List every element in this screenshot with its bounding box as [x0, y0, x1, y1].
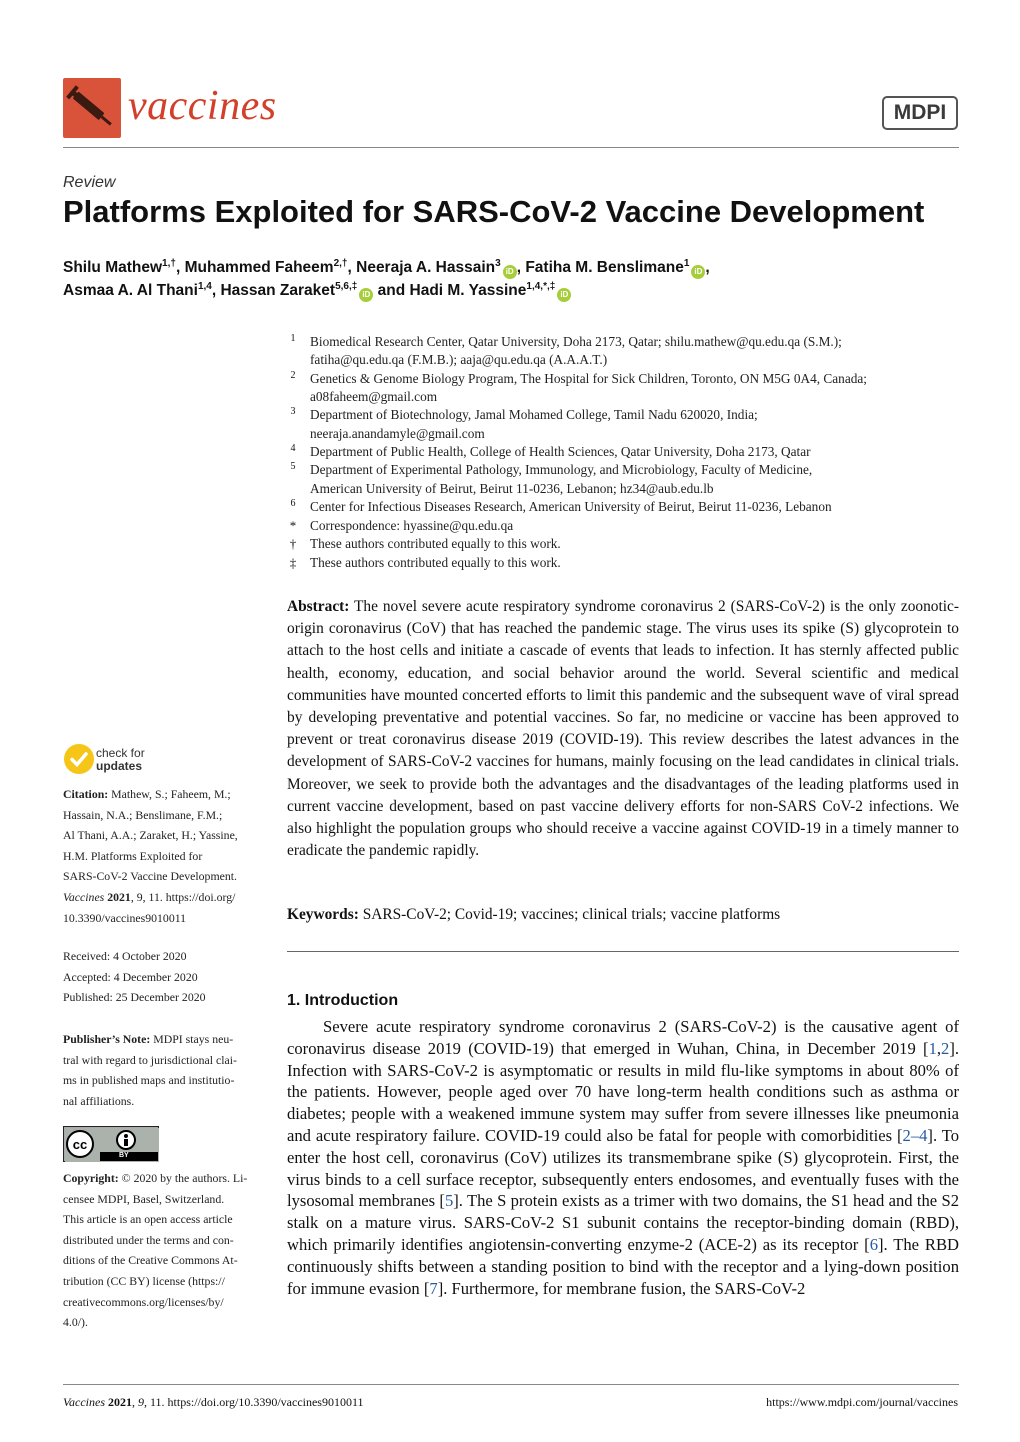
- author-name[interactable]: Asmaa A. Al Thani: [63, 282, 198, 300]
- affiliation-mark: 2: [290, 370, 296, 381]
- author-sup: 2,†: [333, 258, 348, 269]
- published-date: Published: 25 December 2020: [63, 990, 206, 1005]
- publisher-note-line: ms in published maps and institutio-: [63, 1073, 235, 1088]
- author-name[interactable]: Hadi M. Yassine: [409, 282, 527, 300]
- copyright-line: tribution (CC BY) license (https://: [63, 1273, 225, 1288]
- author-line-2: Asmaa A. Al Thani$^{1,4}$, Hassan Zaraket$^{5,6,\ddagger}$iD and Hadi M. Yassine$^{1,4,*,\ddagger}$iD: [63, 281, 571, 302]
- intro-text: ,: [936, 1038, 942, 1058]
- affiliation-text: Correspondence: hyassine@qu.edu.qa: [310, 518, 514, 533]
- copyright-line: distributed under the terms and con-: [63, 1232, 234, 1247]
- check-for-updates-button[interactable]: [63, 743, 223, 779]
- author-sup: 1,4,*,‡: [526, 281, 556, 292]
- affiliation-text: These authors contributed equally to this work.: [310, 536, 561, 551]
- copyright-label: Copyright:: [63, 1171, 119, 1185]
- affiliation-mark: 6: [290, 498, 296, 509]
- author-name[interactable]: Hassan Zaraket: [220, 282, 336, 300]
- keywords-text: SARS-CoV-2; Covid-19; vaccines; clinical trials; vaccine platforms: [362, 906, 781, 923]
- copyright-line: This article is an open access article: [63, 1212, 233, 1227]
- affiliation-text: Center for Infectious Diseases Research, American University of Beirut, Beirut 11-0236, Lebanon: [310, 499, 832, 514]
- citation-line: Hassain, N.A.; Benslimane, F.M.;: [63, 807, 223, 822]
- publisher-note-label: Publisher’s Note:: [63, 1032, 151, 1046]
- affiliation-text: These authors contributed equally to this work.: [310, 555, 561, 570]
- affiliation-text: Genetics & Genome Biology Program, The Hospital for Sick Children, Toronto, ON M5G 0A4, Canada;: [310, 371, 867, 386]
- citation-line: Al Thani, A.A.; Zaraket, H.; Yassine,: [63, 828, 238, 843]
- intro-text: Severe acute respiratory syndrome coronavirus 2 (SARS-CoV-2) is the causative agent of coronavirus disease 2019 (COVID-19) that emerged in Wuhan, China, in December 2019 [: [287, 1017, 959, 1058]
- affiliation-mark: †: [289, 536, 297, 551]
- footer-journal-url[interactable]: https://www.mdpi.com/journal/vaccines: [766, 1395, 958, 1409]
- dates-block: [63, 946, 258, 1008]
- citation-line: H.M. Platforms Exploited for: [63, 848, 203, 863]
- affiliation-text: a08faheem@gmail.com: [310, 389, 438, 404]
- author-sup: 1,†: [162, 258, 176, 269]
- cc-by-license-badge[interactable]: [63, 1126, 159, 1162]
- author-name[interactable]: Fatiha M. Benslimane: [525, 259, 684, 277]
- affiliation-text: Department of Experimental Pathology, Immunology, and Microbiology, Faculty of Medicine,: [310, 462, 813, 477]
- check-updates-line1: check for: [96, 746, 145, 760]
- mdpi-logo[interactable]: MDPI: [882, 96, 958, 130]
- orcid-icon[interactable]: iD: [691, 265, 705, 279]
- affiliation-text: neeraja.anandamyle@gmail.com: [310, 426, 485, 441]
- received-date: Received: 4 October 2020: [63, 949, 187, 963]
- affiliation-text: Biomedical Research Center, Qatar University, Doha 2173, Qatar; shilu.mathew@qu.edu.qa (S.M.);: [310, 334, 842, 349]
- footer-journal: Vaccines: [63, 1395, 105, 1409]
- author-sup: 3: [495, 258, 501, 269]
- author-line-1: Shilu Mathew$^{1,\dagger}$, Muhammed Faheem$^{2,\dagger}$, Neeraja A. Hassain$^3$iD , Fatiha M. Benslimane$^1$iD ,: [63, 258, 710, 279]
- journal-name[interactable]: vaccines: [128, 83, 277, 129]
- author-name[interactable]: Shilu Mathew: [63, 259, 163, 277]
- footer-doi[interactable]: , 11. https://doi.org/10.3390/vaccines9010011: [143, 1395, 364, 1409]
- keywords-label: Keywords:: [287, 906, 359, 923]
- copyright-line: 4.0/).: [63, 1315, 88, 1330]
- affiliation-mark: *: [289, 518, 297, 533]
- citation-block: [63, 784, 258, 928]
- header-divider: [63, 147, 959, 148]
- authors-and: and: [377, 282, 406, 300]
- affiliation-text: Department of Public Health, College of Health Sciences, Qatar University, Doha 2173, Qatar: [310, 444, 811, 459]
- orcid-icon[interactable]: iD: [503, 265, 517, 279]
- citation-label: Citation:: [63, 787, 109, 801]
- svg-text:cc: cc: [72, 1137, 88, 1152]
- reference-link[interactable]: 1: [928, 1038, 937, 1058]
- footer-year: 2021: [107, 1395, 132, 1409]
- journal-logo-icon[interactable]: [63, 78, 121, 138]
- footer-citation: Vaccines 2021, 9, 11. https://doi.org/10.3390/vaccines9010011: [63, 1395, 364, 1409]
- paper-title: Platforms Exploited for SARS-CoV-2 Vaccine Development: [63, 194, 925, 229]
- section-heading-introduction: 1. Introduction: [287, 992, 399, 1009]
- abstract-label: Abstract:: [287, 598, 350, 615]
- affiliation-text: Department of Biotechnology, Jamal Mohamed College, Tamil Nadu 620020, India;: [310, 407, 758, 422]
- affiliation-mark: 3: [290, 406, 296, 417]
- author-name[interactable]: Muhammed Faheem: [184, 259, 334, 277]
- orcid-icon[interactable]: iD: [557, 288, 571, 302]
- citation-tail[interactable]: , 9, 11. https://doi.org/: [130, 889, 236, 904]
- publisher-note-line: MDPI stays neu-: [153, 1032, 234, 1046]
- reference-link[interactable]: 7: [429, 1278, 438, 1298]
- creative-commons-icon: [64, 1127, 160, 1163]
- citation-line: Mathew, S.; Faheem, M.;: [111, 787, 231, 801]
- reference-link[interactable]: 6: [869, 1234, 878, 1254]
- intro-text: ]. Infection with SARS-CoV-2 is asymptomatic or results in mild flu-like symptoms in about 80% of the patients. However, people aged over 70 have long-term health conditions such as asthma or diabetes; people with a weakened immune system may suffer from severe illnesses like pneumonia and acute respiratory failure. COVID-19 could also be fatal for people with comorbidities [: [287, 1038, 959, 1145]
- author-name[interactable]: Neeraja A. Hassain: [356, 259, 496, 277]
- copyright-line: ditions of the Creative Commons At-: [63, 1253, 238, 1268]
- keywords: [287, 906, 959, 924]
- copyright-line: censee MDPI, Basel, Switzerland.: [63, 1191, 225, 1206]
- publisher-note-line: tral with regard to jurisdictional clai-: [63, 1052, 237, 1067]
- intro-text: ]. The S protein exists as a trimer with two domains, the S1 head and the S2 stalk on a mature virus. SARS-CoV-2 S1 subunit contains the receptor-binding domain (RBD), which primarily identifies angiotensin-converting enzyme-2 (ACE-2) as its receptor [: [287, 1191, 960, 1254]
- reference-link[interactable]: 2: [941, 1038, 950, 1058]
- copyright-block: [63, 1168, 258, 1333]
- footer-divider: [63, 1384, 959, 1385]
- keywords-divider: [287, 951, 959, 952]
- affiliation-mark: 5: [290, 461, 296, 472]
- citation-line: SARS-CoV-2 Vaccine Development.: [63, 869, 237, 884]
- affiliation-mark: 1: [290, 333, 296, 344]
- intro-text: ]. Furthermore, for membrane fusion, the SARS-CoV-2: [437, 1278, 806, 1298]
- abstract: [287, 596, 959, 862]
- reference-link[interactable]: 2–4: [902, 1125, 928, 1145]
- author-sup: 5,6,‡: [335, 281, 358, 292]
- publisher-note: [63, 1029, 258, 1111]
- intro-text: ]. The RBD continuously shifts between a standing position to bind with the receptor and a lying-down position for immune evasion [: [287, 1234, 960, 1298]
- affiliation-text: fatiha@qu.edu.qa (F.M.B.); aaja@qu.edu.qa (A.A.A.T.): [310, 352, 608, 367]
- author-sup: 1,4: [197, 281, 212, 292]
- citation-journal: Vaccines: [63, 889, 105, 904]
- affiliation-mark: 4: [290, 443, 296, 454]
- accepted-date: Accepted: 4 December 2020: [63, 969, 198, 984]
- citation-doi[interactable]: 10.3390/vaccines9010011: [63, 910, 187, 925]
- check-updates-icon: [63, 743, 95, 775]
- affiliation-mark: ‡: [289, 555, 297, 570]
- author-sup: 1: [683, 258, 690, 269]
- publisher-note-line: nal affiliations.: [63, 1093, 135, 1108]
- check-updates-line2: updates: [96, 759, 143, 773]
- copyright-line: creativecommons.org/licenses/by/: [63, 1294, 224, 1309]
- footer-volume: 9: [137, 1395, 144, 1409]
- cc-by-text: BY: [119, 1152, 129, 1159]
- article-type: Review: [63, 174, 116, 191]
- reference-link[interactable]: 5: [444, 1191, 454, 1211]
- affiliation-text: American University of Beirut, Beirut 11-0236, Lebanon; hz34@aub.edu.lb: [310, 481, 714, 496]
- intro-text: ]. To enter the host cell, coronavirus (CoV) utilizes its transmembrane spike (S) glycoprotein. First, the virus binds to a cell surface receptor, subsequently enters endosomes, and eventually fuses with the lysosomal membranes [: [287, 1125, 959, 1211]
- citation-year: 2021: [107, 889, 131, 904]
- copyright-line: © 2020 by the authors. Li-: [121, 1171, 248, 1185]
- abstract-text: The novel severe acute respiratory syndrome coronavirus 2 (SARS-CoV-2) is the only zoonotic-origin coronavirus (CoV) that has reached the pandemic stage. The virus uses its spike (S) glycoprotein to attach to the host cells and initiate a cascade of events that leads to infection. It has sternly affected public health, economy, education, and social behavior around the world. Several scientific and medical communities have mounted concerted efforts to limit this pandemic and the subsequent wave of viral spread by developing preventative and potential vaccines. So far, no medicine or vaccine has been approved to prevent or treat coronavirus disease 2019 (COVID-19). This review describes the latest advances in the development of SARS-CoV-2 vaccines for humans, mainly focusing on the lead candidates in clinical trials. Moreover, we seek to provide both the advantages and the disadvantages of the leading platforms used in current vaccine development, based on past vaccine delivery efforts for non-SARS CoV-2 infections. We also highlight the population groups who should receive a vaccine against COVID-19 in a timely manner to eradicate the pandemic rapidly.: [287, 598, 959, 860]
- introduction-body: [287, 1016, 959, 1299]
- orcid-icon[interactable]: iD: [359, 288, 373, 302]
